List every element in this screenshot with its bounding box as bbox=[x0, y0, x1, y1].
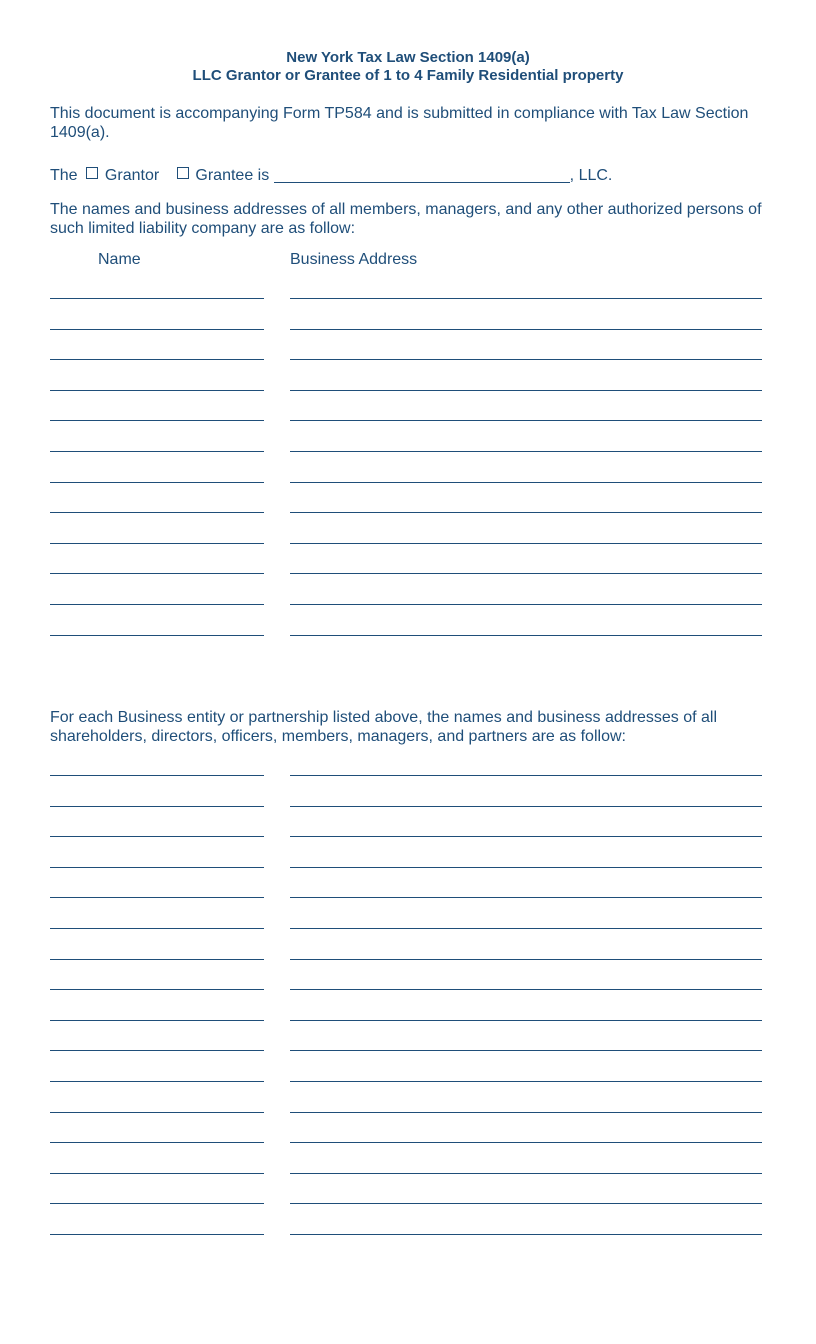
party-line bbox=[50, 166, 612, 185]
entity-name-field[interactable] bbox=[50, 1112, 264, 1113]
member-address-field[interactable] bbox=[290, 604, 762, 605]
member-name-field[interactable] bbox=[50, 512, 264, 513]
entity-name-field[interactable] bbox=[50, 897, 264, 898]
document-subtitle: LLC Grantor or Grantee of 1 to 4 Family Residential property bbox=[192, 67, 624, 84]
entity-name-field[interactable] bbox=[50, 1081, 264, 1082]
entity-name-field[interactable] bbox=[50, 806, 264, 807]
entity-address-field[interactable] bbox=[290, 1112, 762, 1113]
document-title: New York Tax Law Section 1409(a) bbox=[286, 49, 530, 66]
member-address-field[interactable] bbox=[290, 482, 762, 483]
intro-paragraph: This document is accompanying Form TP584 and is submitted in compliance with Tax Law Section 1409(a). bbox=[50, 105, 749, 141]
llc-suffix: , LLC. bbox=[569, 167, 613, 184]
entity-address-field[interactable] bbox=[290, 775, 762, 776]
entity-address-field[interactable] bbox=[290, 1142, 762, 1143]
entity-address-field[interactable] bbox=[290, 1173, 762, 1174]
member-address-field[interactable] bbox=[290, 512, 762, 513]
party-prefix: The bbox=[50, 167, 78, 184]
member-address-field[interactable] bbox=[290, 390, 762, 391]
entity-address-field[interactable] bbox=[290, 959, 762, 960]
member-name-field[interactable] bbox=[50, 635, 264, 636]
entity-address-field[interactable] bbox=[290, 1050, 762, 1051]
name-column-header: Name bbox=[98, 251, 141, 268]
entity-address-field[interactable] bbox=[290, 1203, 762, 1204]
entity-name-field[interactable] bbox=[50, 1020, 264, 1021]
member-address-field[interactable] bbox=[290, 573, 762, 574]
member-name-field[interactable] bbox=[50, 573, 264, 574]
llc-name-field[interactable] bbox=[274, 166, 570, 183]
member-address-field[interactable] bbox=[290, 298, 762, 299]
entity-name-field[interactable] bbox=[50, 836, 264, 837]
entity-address-field[interactable] bbox=[290, 897, 762, 898]
grantee-label: Grantee is bbox=[195, 167, 270, 184]
entity-address-field[interactable] bbox=[290, 1020, 762, 1021]
entities-paragraph: For each Business entity or partnership listed above, the names and business addresses of all shareholders, directors, officers, members, managers, and partners are as follow: bbox=[50, 709, 718, 745]
entity-address-field[interactable] bbox=[290, 867, 762, 868]
member-name-field[interactable] bbox=[50, 420, 264, 421]
member-name-field[interactable] bbox=[50, 543, 264, 544]
member-address-field[interactable] bbox=[290, 329, 762, 330]
entity-address-field[interactable] bbox=[290, 806, 762, 807]
member-name-field[interactable] bbox=[50, 329, 264, 330]
entity-name-field[interactable] bbox=[50, 1050, 264, 1051]
member-address-field[interactable] bbox=[290, 420, 762, 421]
member-name-field[interactable] bbox=[50, 451, 264, 452]
member-name-field[interactable] bbox=[50, 298, 264, 299]
entity-name-field[interactable] bbox=[50, 1173, 264, 1174]
entity-name-field[interactable] bbox=[50, 928, 264, 929]
grantor-label: Grantor bbox=[104, 167, 160, 184]
entity-address-field[interactable] bbox=[290, 989, 762, 990]
entity-address-field[interactable] bbox=[290, 1234, 762, 1235]
entity-name-field[interactable] bbox=[50, 867, 264, 868]
entity-name-field[interactable] bbox=[50, 1142, 264, 1143]
entity-address-field[interactable] bbox=[290, 928, 762, 929]
member-name-field[interactable] bbox=[50, 482, 264, 483]
member-name-field[interactable] bbox=[50, 359, 264, 360]
entity-name-field[interactable] bbox=[50, 775, 264, 776]
member-name-field[interactable] bbox=[50, 604, 264, 605]
members-paragraph: The names and business addresses of all members, managers, and any other authorized persons of such limited liability company are as follow: bbox=[50, 201, 762, 237]
entity-name-field[interactable] bbox=[50, 959, 264, 960]
member-address-field[interactable] bbox=[290, 543, 762, 544]
entity-address-field[interactable] bbox=[290, 836, 762, 837]
entity-name-field[interactable] bbox=[50, 1234, 264, 1235]
member-address-field[interactable] bbox=[290, 451, 762, 452]
member-address-field[interactable] bbox=[290, 635, 762, 636]
address-column-header: Business Address bbox=[290, 251, 418, 268]
grantee-checkbox[interactable] bbox=[177, 167, 189, 179]
grantor-checkbox[interactable] bbox=[86, 167, 98, 179]
member-name-field[interactable] bbox=[50, 390, 264, 391]
member-address-field[interactable] bbox=[290, 359, 762, 360]
entity-name-field[interactable] bbox=[50, 1203, 264, 1204]
entity-name-field[interactable] bbox=[50, 989, 264, 990]
entity-address-field[interactable] bbox=[290, 1081, 762, 1082]
